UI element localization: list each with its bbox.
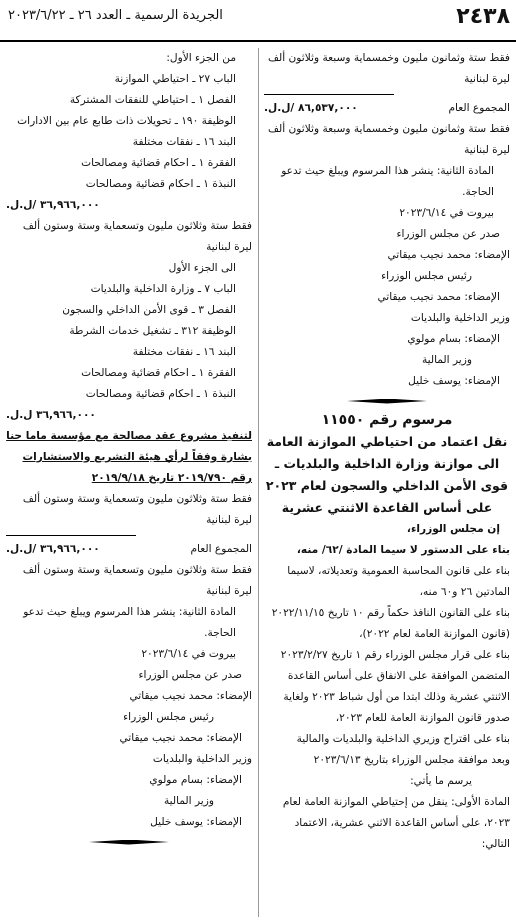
to-part: الى الجزء الأول xyxy=(168,262,236,274)
total-label: المجموع العام xyxy=(448,102,510,114)
amount-from-words: فقط ستة وثلاثون مليون وتسعماية وستة وستون ألف ليرة لبنانية xyxy=(22,220,252,253)
total-line-left xyxy=(6,539,252,560)
page-number: ٢٤٣٨ xyxy=(456,4,510,29)
chapter-27: الباب ٢٧ ـ احتياطي الموازنة xyxy=(114,73,236,85)
interior-minister-title: وزير الداخلية والبلديات xyxy=(410,312,510,324)
basis-budget-law: بناء على القانون النافذ حكماً رقم ١٠ تاريخ ٢٠٢٢/١١/١٥ (قانون الموازنة العامة لعام ٢٠٢٢)، xyxy=(271,607,510,640)
amount-to: ٣٦,٩٦٦,٠٠٠ ل.ل. xyxy=(6,409,96,421)
issued-by-left: صدر عن مجلس الوزراء xyxy=(138,669,242,681)
signature-president-left: الإمضاء: محمد نجيب ميقاتي xyxy=(129,690,252,702)
subsection-1b: النبذة ١ ـ احكام قضائية ومصالحات xyxy=(85,388,236,400)
amount-from: ٣٦,٩٦٦,٠٠٠ /ل.ل. xyxy=(6,199,100,211)
finance-minister-title-left: وزير المالية xyxy=(163,795,214,807)
article-one: المادة الأولى: ينقل من إحتياطي الموازنة العامة لعام ٢٠٢٣، على أساس القاعدة الاثني عشرية، الاعتماد التالي: xyxy=(282,796,510,850)
council-intro: إن مجلس الوزراء، xyxy=(406,523,500,535)
basis-approval: وبعد موافقة مجلس الوزراء بتاريخ ٢٠٢٣/٦/١٣ xyxy=(313,754,510,766)
article-two-left: المادة الثانية: ينشر هذا المرسوم ويبلغ حيث تدعو الحاجة. xyxy=(23,606,236,639)
section-1: الفصل ١ ـ احتياطي للنفقات المشتركة xyxy=(69,94,236,106)
total-value-left: ٣٦,٩٦٦,٠٠٠ /ل.ل. xyxy=(6,543,100,555)
pm-title: رئيس مجلس الوزراء xyxy=(381,270,472,282)
decree-number: مرسوم رقم ١١٥٥٠ xyxy=(321,412,453,428)
function-190: الوظيفة ١٩٠ ـ تحويلات ذات طابع عام بين الادارات xyxy=(17,115,236,127)
signature-interior: الإمضاء: بسام مولوي xyxy=(407,333,500,345)
signature-finance: الإمضاء: يوسف خليل xyxy=(408,375,500,387)
basis-constitution: بناء على الدستور لا سيما المادة /٦٢/ منه، xyxy=(296,544,510,556)
interior-minister-title-left: وزير الداخلية والبلديات xyxy=(152,753,252,765)
from-part: من الجزء الأول: xyxy=(166,52,236,64)
total-label-left: المجموع العام xyxy=(190,543,252,555)
pm-title-left: رئيس مجلس الوزراء xyxy=(123,711,214,723)
basis-accounting-law: بناء على قانون المحاسبة العمومية وتعديلاته، لاسيما المادتين ٢٦ و٦٠ منه، xyxy=(287,565,510,598)
decree-title: نقل اعتماد من احتياطي الموازنة العامة الى موازنة وزارة الداخلية والبلديات ـ قوى الأمن الداخلي والسجون لعام ٢٠٢٣ على أساس القاعدة الاثنتي عشرية xyxy=(265,434,509,515)
total-value: ٨٦,٥٣٧,٠٠٠ /ل.ل. xyxy=(264,102,358,114)
total-rule-left xyxy=(6,535,136,536)
article-two: المادة الثانية: ينشر هذا المرسوم ويبلغ حيث تدعو الحاجة. xyxy=(281,165,494,198)
decree-end-mark-left xyxy=(6,837,252,847)
left-column xyxy=(6,48,252,851)
issued-by: صدر عن مجلس الوزراء xyxy=(396,228,500,240)
issue-date-left: بيروت في ٢٠٢٣/٦/١٤ xyxy=(141,648,236,660)
column-divider xyxy=(258,48,259,917)
page-header xyxy=(0,0,516,42)
right-column xyxy=(264,48,510,855)
amount-words: فقط ستة وثمانون مليون وخمسماية وسبعة وثلاثون ألف ليرة لبنانية xyxy=(268,52,510,85)
decree-end-mark xyxy=(264,396,510,406)
paragraph-1b: الفقرة ١ ـ احكام قضائية ومصالحات xyxy=(81,367,236,379)
decrees-following: يرسم ما يأتي: xyxy=(410,775,472,787)
signature-finance-left: الإمضاء: يوسف خليل xyxy=(150,816,242,828)
signature-pm-left: الإمضاء: محمد نجيب ميقاتي xyxy=(119,732,242,744)
function-312: الوظيفة ٣١٢ ـ تشغيل خدمات الشرطة xyxy=(69,325,236,337)
subsection-1: النبذة ١ ـ احكام قضائية ومصالحات xyxy=(85,178,236,190)
chapter-7: الباب ٧ ـ وزارة الداخلية والبلديات xyxy=(90,283,236,295)
finance-minister-title: وزير المالية xyxy=(421,354,472,366)
issue-date: بيروت في ٢٠٢٣/٦/١٤ xyxy=(399,207,494,219)
signature-interior-left: الإمضاء: بسام مولوي xyxy=(149,774,242,786)
amount-to-words: فقط ستة وثلاثون مليون وتسعماية وستة وستون ألف ليرة لبنانية xyxy=(22,493,252,526)
signature-pm: الإمضاء: محمد نجيب ميقاتي xyxy=(377,291,500,303)
item-16b: البند ١٦ ـ نفقات مختلفة xyxy=(132,346,236,358)
total-words-left: فقط ستة وثلاثون مليون وتسعماية وستة وستون ألف ليرة لبنانية xyxy=(22,564,252,597)
total-line xyxy=(264,98,510,119)
gazette-title: الجريدة الرسمية ـ العدد ٢٦ ـ ٢٠٢٣/٦/٢٢ xyxy=(8,8,223,23)
section-3: الفصل ٣ ـ قوى الأمن الداخلي والسجون xyxy=(62,304,236,316)
basis-proposal: بناء على اقتراح وزيري الداخلية والبلديات والمالية xyxy=(296,733,510,745)
signature-president: الإمضاء: محمد نجيب ميقاتي xyxy=(387,249,510,261)
total-words: فقط ستة وثمانون مليون وخمسماية وسبعة وثلاثون ألف ليرة لبنانية xyxy=(268,123,510,156)
purpose-note: لتنفيذ مشروع عقد مصالحة مع مؤسسة ماما حنا بشارة وفقاً لرأي هيئة التشريع والاستشارات رقم ٢٠١٩/٧٩٠ تاريخ ٢٠١٩/٩/١٨ xyxy=(6,430,252,484)
paragraph-1: الفقرة ١ ـ احكام قضائية ومصالحات xyxy=(81,157,236,169)
item-16: البند ١٦ ـ نفقات مختلفة xyxy=(132,136,236,148)
basis-council-decision: بناء على قرار مجلس الوزراء رقم ١ تاريخ ٢٠٢٣/٢/٢٧ المتضمن الموافقة على الانفاق على أساس القاعدة الاثنتي عشرية وذلك ابتدا من أول شباط ٢٠٢٣ ولغاية صدور قانون الموازنة العامة للعام ٢٠٢٣، xyxy=(280,649,510,724)
total-rule xyxy=(264,94,394,95)
